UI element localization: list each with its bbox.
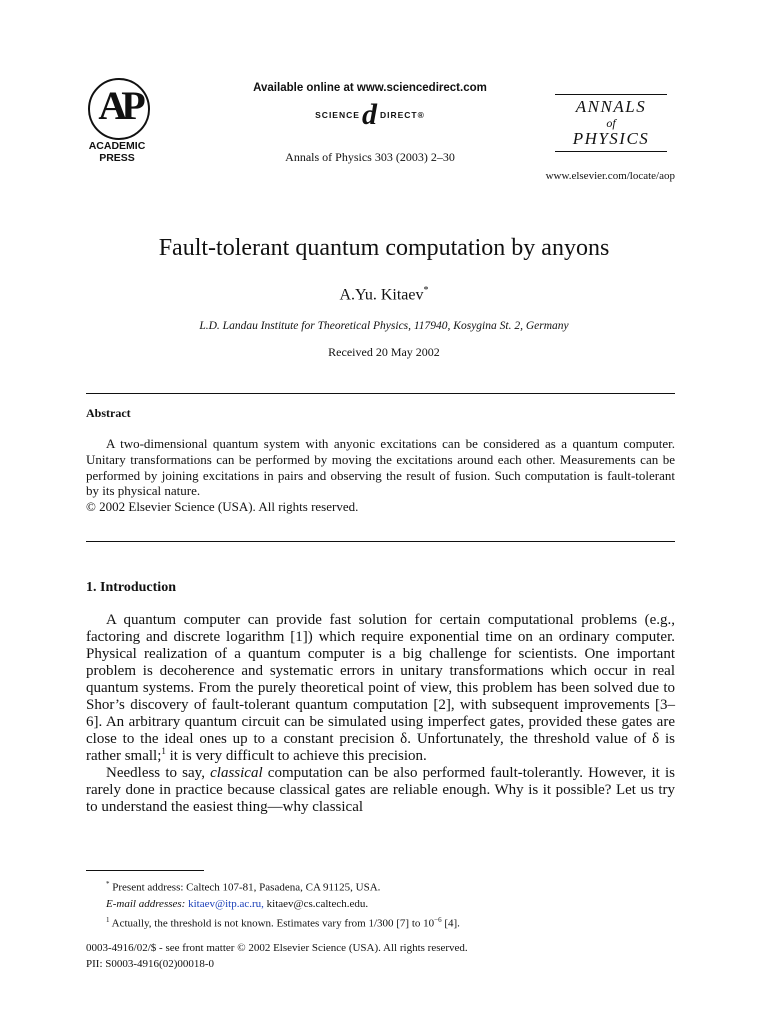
footnote-star-text: Present address: Caltech 107-81, Pasadena, CA 91125, USA.: [109, 881, 381, 894]
footnote-1-exponent: −6: [434, 915, 442, 924]
received-date: Received 20 May 2002: [328, 345, 440, 359]
footnote-star: [86, 876, 675, 896]
article-title: Fault-tolerant quantum computation by anyons: [158, 235, 610, 261]
footnote-ref-1[interactable]: 1: [161, 746, 166, 756]
footnote-rule: [86, 870, 204, 871]
academic-press-logo: [82, 78, 168, 178]
publisher-name-line2: PRESS: [99, 152, 135, 164]
sd-right-word: DIRECT®: [379, 110, 425, 120]
annals-of: of: [606, 116, 616, 130]
section-heading: 1. Introduction: [86, 580, 176, 595]
footnote-1-tail: [4].: [441, 917, 460, 930]
paragraph-2: [86, 765, 675, 816]
annals-line1: ANNALS: [575, 97, 647, 116]
affiliation: L.D. Landau Institute for Theoretical Physics, 117940, Kosygina St. 2, Germany: [199, 320, 569, 332]
journal-url[interactable]: www.elsevier.com/locate/aop: [545, 170, 675, 182]
paragraph-2-rest: computation can be also performed fault-tolerantly. However, it is rarely done in practice because classical gates are reliable enough. Why is it possible? Let us try to understand the easiest thing—why classical: [86, 765, 676, 815]
publisher-name-line1: ACADEMIC: [88, 140, 146, 152]
abstract-heading: Abstract: [86, 406, 131, 420]
paragraph-1-text: A quantum computer can provide fast solution for certain computational problems (e.g., factoring and discrete logarithm [1]) which require exponential time on an ordinary computer. Physical realization of a quantum computer is a big challenge for scientists. One important problem is decoherence and systematic errors in unitary transformations which occur in real quantum systems. From the purely theoretical point of view, this problem has been solved due to Shor’s discovery of fault-tolerant quantum computation [2], with subsequent improvements [3–6]. An arbitrary quantum circuit can be simulated using imperfect gates, provided these gates are close to the ideal ones up to a constant precision δ. Unfortunately, the threshold value of δ is rather small;: [86, 612, 675, 764]
footnote-1-text: Actually, the threshold is not known. Estimates vary from 1/300 [7] to 10: [109, 917, 435, 930]
journal-citation: Annals of Physics 303 (2003) 2–30: [285, 150, 455, 164]
publisher-name: [82, 140, 152, 164]
body-text: [86, 612, 675, 816]
paragraph-1-tail: it is very difficult to achieve this precision.: [165, 748, 427, 764]
abstract-body: [86, 436, 675, 515]
email-label: E-mail addresses:: [106, 897, 186, 910]
available-online-text: Available online at www.sciencedirect.com: [253, 82, 487, 94]
paragraph-1: [86, 612, 675, 765]
annals-rule-top: [555, 94, 667, 95]
footer-issn: 0003-4916/02/$ - see front matter © 2002 Elsevier Science (USA). All rights reserved.: [86, 942, 468, 954]
abstract-text: A two-dimensional quantum system with anyonic excitations can be considered as a quantum computer. Unitary transformations can be performed by moving the excitations around each other. Measurements can be performed by joining excitations in pairs and observing the result of fusion. Such computation is fault-tolerant by its physical nature.: [86, 436, 675, 499]
abstract-rule-top: [86, 393, 675, 394]
sd-at-glyph: d: [361, 98, 378, 131]
sd-left-word: SCIENCE: [315, 110, 360, 120]
abstract-rule-bottom: [86, 541, 675, 542]
paragraph-2-emphasis: classical: [210, 765, 263, 781]
footer-pii: PII: S0003-4916(02)00018-0: [86, 958, 215, 970]
sciencedirect-logo: [200, 100, 540, 130]
page-footer: [86, 940, 675, 972]
logo-monogram: AP: [98, 83, 140, 128]
annals-rule-bottom: [555, 151, 667, 152]
author-name: A.Yu. Kitaev: [339, 286, 424, 304]
annals-line2: PHYSICS: [572, 129, 650, 148]
abstract-copyright: © 2002 Elsevier Science (USA). All rights reserved.: [86, 499, 359, 515]
email-2: kitaev@cs.caltech.edu.: [263, 897, 369, 910]
paragraph-2-start: Needless to say,: [106, 765, 211, 781]
footnote-1: [86, 912, 675, 932]
footnotes: [86, 876, 675, 931]
author-footnote-mark[interactable]: *: [423, 285, 429, 296]
footnote-1-mark: 1: [106, 915, 110, 924]
author-line: [0, 285, 768, 304]
email-link-1[interactable]: kitaev@itp.ac.ru,: [188, 897, 264, 910]
annals-of-physics-logo: [555, 92, 667, 154]
footnote-star-mark: *: [106, 880, 110, 888]
footnote-emails: [86, 896, 675, 912]
